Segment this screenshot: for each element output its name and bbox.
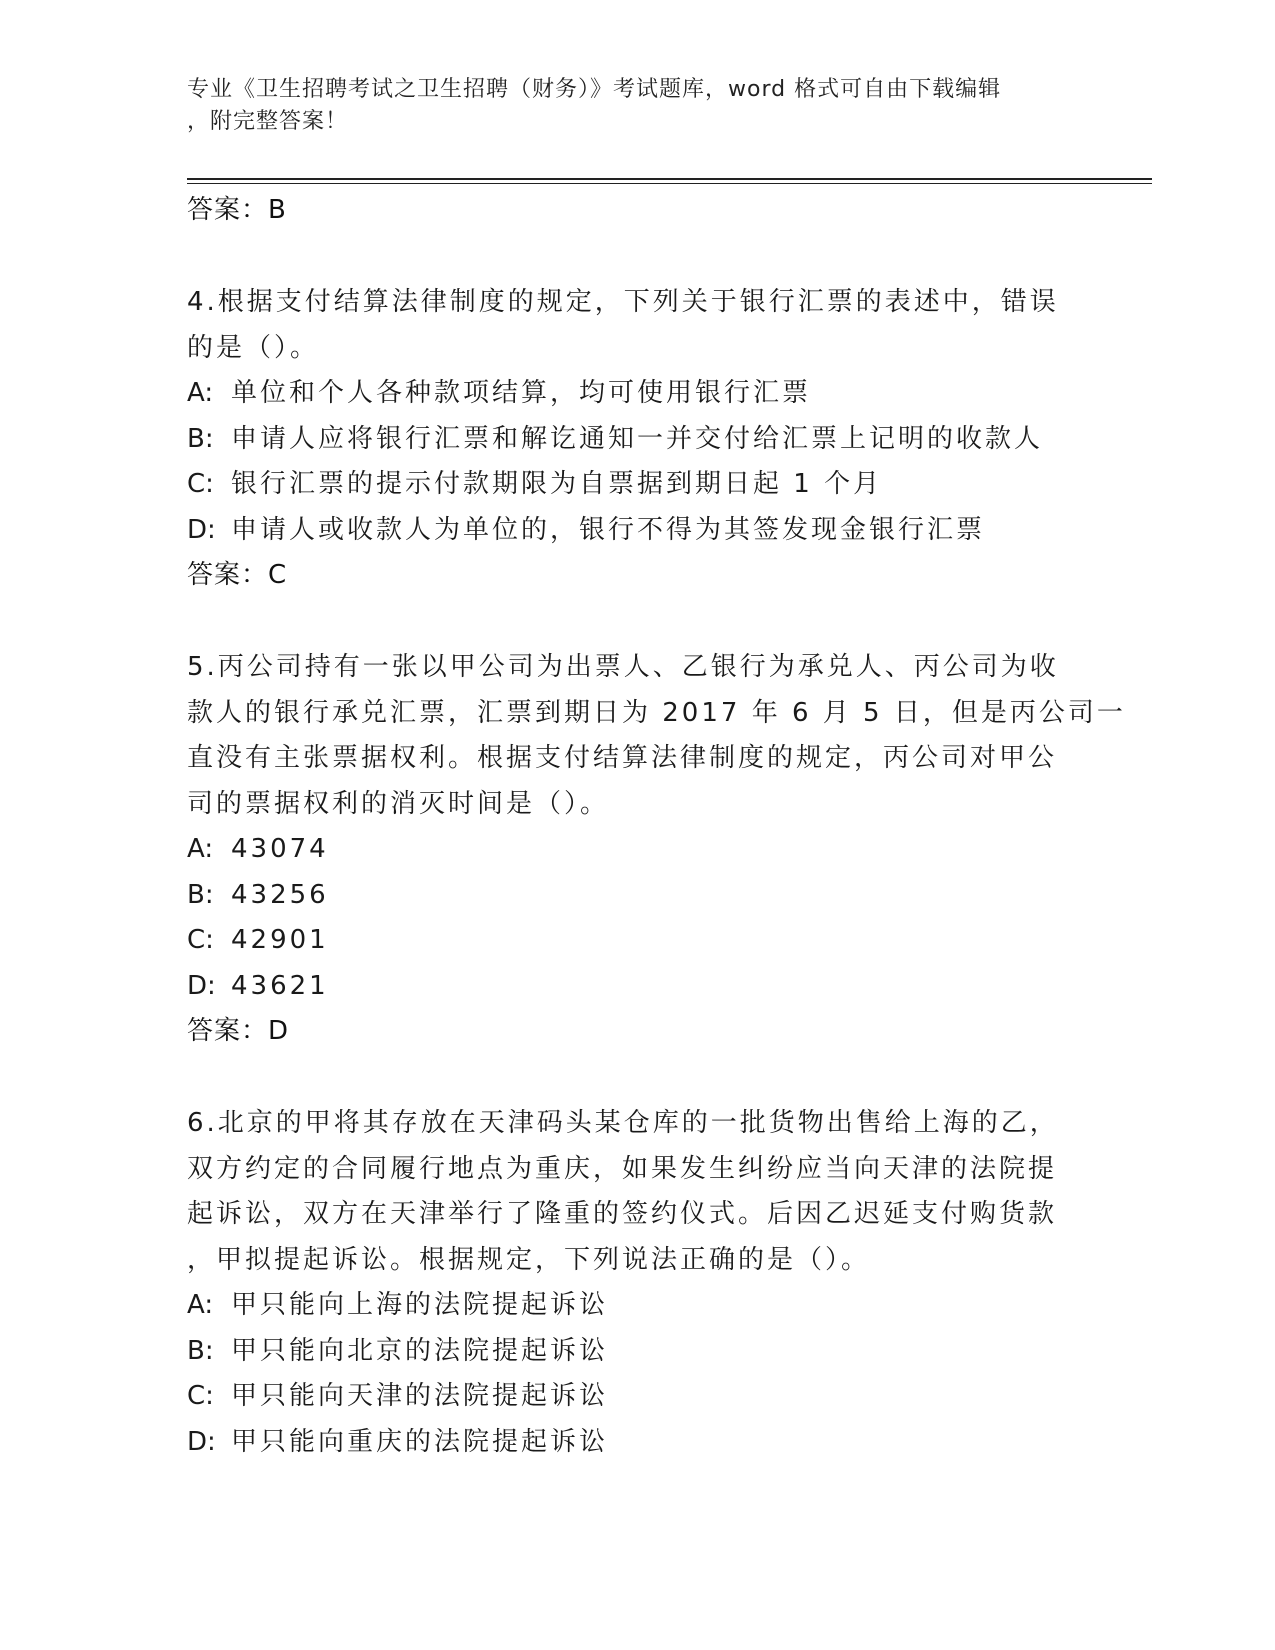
option-key: A: (187, 378, 214, 408)
stem-line: 起诉讼，双方在天津举行了隆重的签约仪式。后因乙迟延支付购货款 (187, 1199, 1058, 1229)
option-key: D: (187, 1426, 216, 1457)
header-rule-thick (187, 178, 1152, 180)
option-key: D: (187, 970, 216, 1001)
option-text: 甲只能向重庆的法院提起诉讼 (231, 1426, 609, 1457)
option-text: 43621 (231, 970, 329, 1001)
option-key: A: (187, 834, 214, 864)
stem-line: 的是（）。 (187, 332, 320, 363)
question-stem (187, 280, 1087, 371)
option-text: 43256 (231, 879, 329, 910)
option-key: C: (187, 469, 214, 499)
question-list (187, 188, 1126, 1465)
option-c (187, 918, 1087, 964)
option-c (187, 462, 1087, 508)
question-4 (187, 280, 1087, 598)
option-key: D: (187, 514, 216, 545)
question-6 (187, 1101, 1087, 1465)
option-key: B: (187, 423, 214, 454)
option-a (187, 1283, 1087, 1329)
answer-prev: 答案：B (187, 195, 287, 225)
header-line-1: 专业《卫生招聘考试之卫生招聘（财务）》考试题库，word 格式可自由下载编辑 (187, 77, 1002, 102)
option-key: B: (187, 1335, 214, 1366)
option-key: C: (187, 925, 214, 955)
option-text: 申请人或收款人为单位的，银行不得为其签发现金银行汇票 (231, 514, 986, 545)
option-c (187, 1374, 1087, 1420)
stem-line: 5.丙公司持有一张以甲公司为出票人、乙银行为承兑人、丙公司为收 (187, 652, 1059, 682)
option-d (187, 508, 1087, 554)
answer: 答案：D (187, 1016, 290, 1046)
option-text: 银行汇票的提示付款期限为自票据到期日起 1 个月 (231, 469, 883, 499)
spacer (187, 1054, 1087, 1101)
stem-line: 4.根据支付结算法律制度的规定，下列关于银行汇票的表述中，错误 (187, 287, 1059, 317)
option-b (187, 1329, 1087, 1375)
stem-line: 6.北京的甲将其存放在天津码头某仓库的一批货物出售给上海的乙， (187, 1108, 1059, 1138)
question-5 (187, 645, 1126, 1054)
option-text: 42901 (231, 925, 329, 955)
stem-line: 司的票据权利的消灭时间是（）。 (187, 788, 610, 819)
option-b (187, 417, 1087, 463)
option-key: B: (187, 879, 214, 910)
option-text: 甲只能向上海的法院提起诉讼 (231, 1290, 609, 1320)
document-header (187, 74, 1067, 138)
stem-line: 双方约定的合同履行地点为重庆，如果发生纠纷应当向天津的法院提 (187, 1153, 1058, 1184)
option-d (187, 964, 1087, 1010)
stem-line: ，甲拟提起诉讼。根据规定，下列说法正确的是（）。 (187, 1244, 871, 1275)
option-text: 甲只能向北京的法院提起诉讼 (231, 1335, 609, 1366)
question-stem (187, 645, 1126, 827)
spacer (187, 233, 1087, 280)
option-b (187, 873, 1087, 919)
option-text: 申请人应将银行汇票和解讫通知一并交付给汇票上记明的收款人 (231, 423, 1044, 454)
stem-line: 款人的银行承兑汇票，汇票到期日为 2017 年 6 月 5 日，但是丙公司一 (187, 697, 1126, 728)
header-line-2: ，附完整答案！ (187, 109, 349, 134)
answer: 答案：C (187, 560, 288, 590)
option-text: 43074 (231, 834, 329, 864)
question-stem (187, 1101, 1087, 1283)
option-key: C: (187, 1381, 214, 1411)
option-a (187, 827, 1087, 873)
header-rule-thin (187, 183, 1152, 184)
option-key: A: (187, 1290, 214, 1320)
option-text: 单位和个人各种款项结算，均可使用银行汇票 (231, 378, 812, 408)
option-text: 甲只能向天津的法院提起诉讼 (231, 1381, 609, 1411)
option-a (187, 371, 1087, 417)
stem-line: 直没有主张票据权利。根据支付结算法律制度的规定，丙公司对甲公 (187, 743, 1058, 773)
option-d (187, 1420, 1087, 1466)
spacer (187, 598, 1087, 645)
